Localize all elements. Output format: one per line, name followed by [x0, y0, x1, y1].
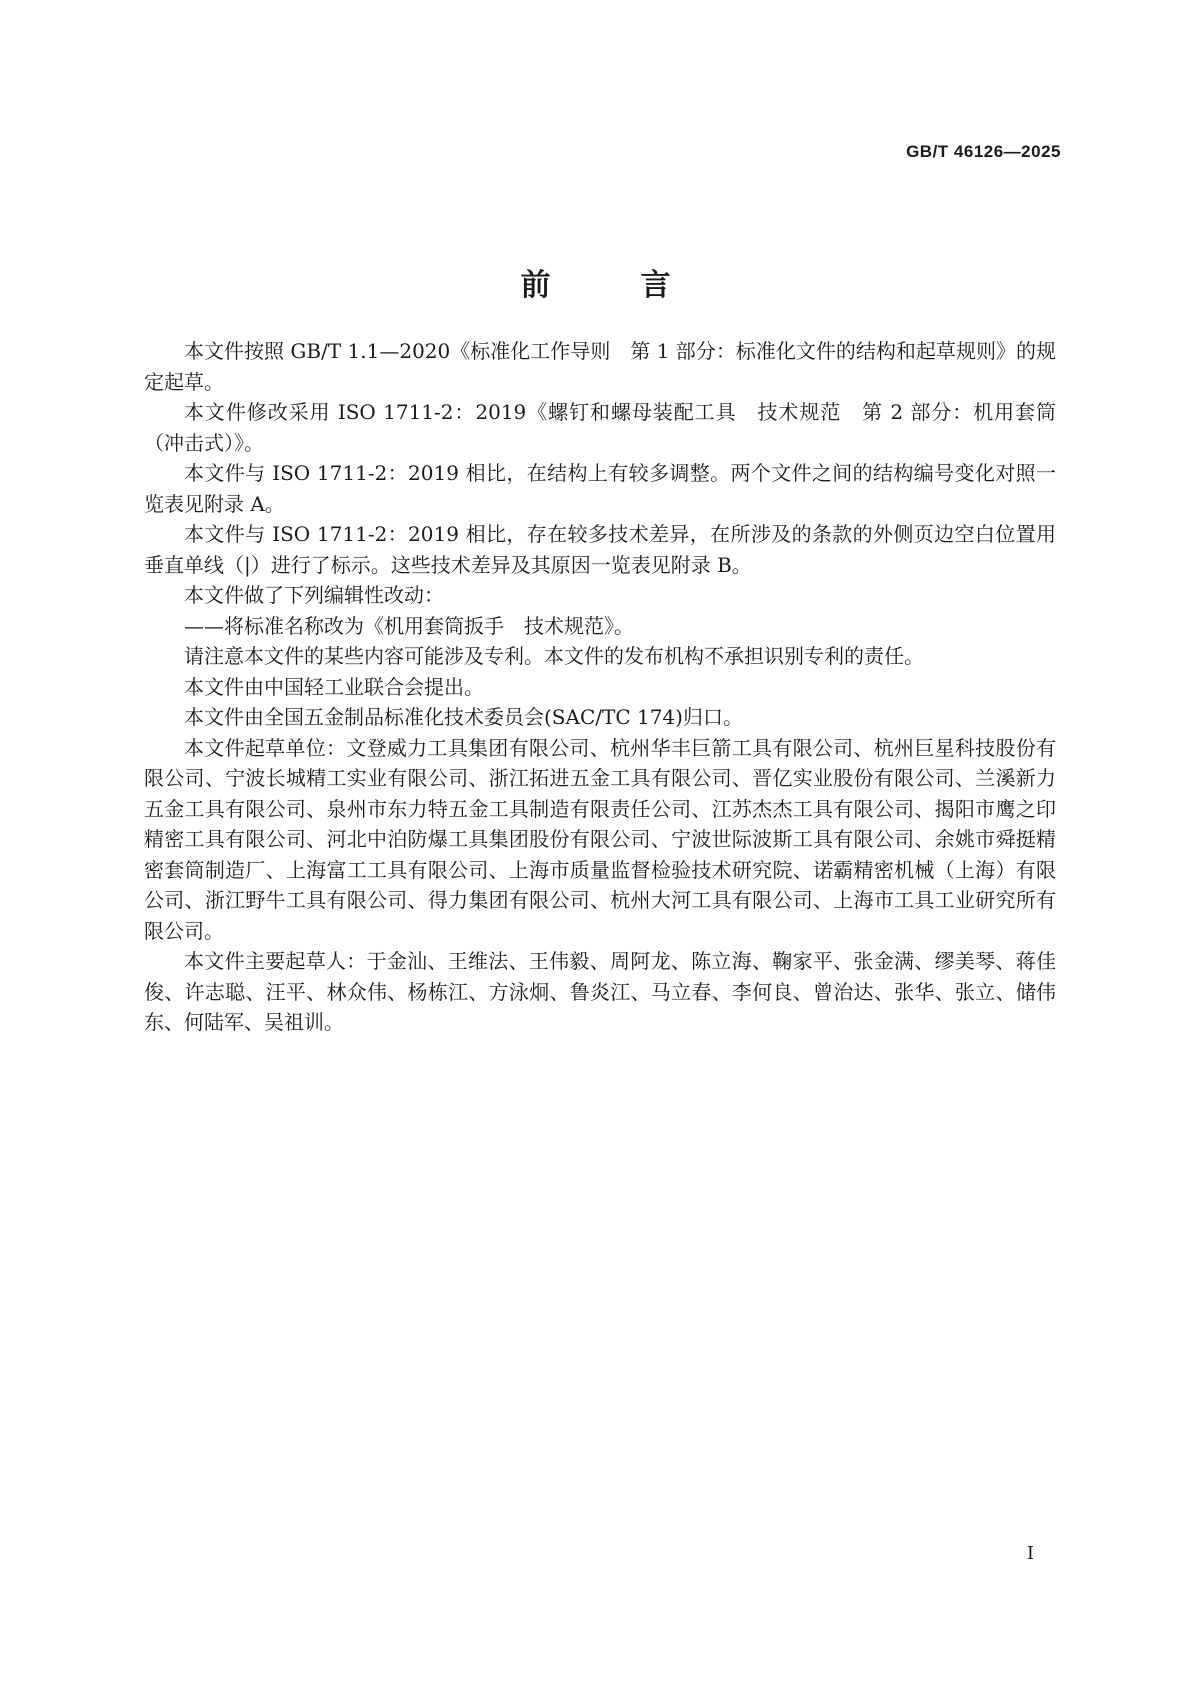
paragraph-committee: 本文件由全国五金制品标准化技术委员会(SAC/TC 174)归口。: [184, 705, 743, 729]
paragraph-adoption: 本文件修改采用 ISO 1711-2：2019《螺钉和螺母装配工具 技术规范 第 2 部分：机用套筒（冲击式）》。: [144, 400, 1056, 455]
page-title: 前 言: [520, 268, 701, 304]
paragraph-drafting-units: 本文件起草单位：文登威力工具集团有限公司、杭州华丰巨箭工具有限公司、杭州巨星科技股份有限公司、宁波长城精工实业有限公司、浙江拓进五金工具有限公司、晋亿实业股份有限公司、兰溪新力五金工具有限公司、泉州市东力特五金工具制造有限责任公司、江苏杰杰工具有限公司、揭阳市鹰之印精密工具有限公司、河北中泊防爆工具集团股份有限公司、宁波世际波斯工具有限公司、余姚市舜挺精密套筒制造厂、上海富工工具有限公司、上海市质量监督检验技术研究院、诺霸精密机械（上海）有限公司、浙江野牛工具有限公司、得力集团有限公司、杭州大河工具有限公司、上海市工具工业研究所有限公司。: [144, 735, 1056, 943]
document-code: GB/T 46126—2025: [906, 142, 1061, 161]
paragraph-technical-differences: 本文件与 ISO 1711-2：2019 相比，存在较多技术差异，在所涉及的条款的外侧页边空白位置用垂直单线（|）进行了标示。这些技术差异及其原因一览表见附录 B。: [144, 522, 1056, 577]
paragraph-proposer: 本文件由中国轻工业联合会提出。: [184, 674, 484, 699]
paragraph-patent-notice: 请注意本文件的某些内容可能涉及专利。本文件的发布机构不承担识别专利的责任。: [184, 644, 924, 668]
foreword-body: [144, 336, 1056, 1038]
page-number: I: [1026, 1543, 1034, 1564]
paragraph-drafting-rules: 本文件按照 GB/T 1.1—2020《标准化工作导则 第 1 部分：标准化文件的结构和起草规则》的规定起草。: [144, 339, 1056, 394]
paragraph-editorial-changes: 本文件做了下列编辑性改动：: [184, 583, 444, 607]
paragraph-name-change: ——将标准名称改为《机用套筒扳手 技术规范》。: [184, 613, 634, 638]
paragraph-drafters: 本文件主要起草人：于金汕、王维法、王伟毅、周阿龙、陈立海、鞠家平、张金满、缪美琴、蒋佳俊、许志聪、汪平、林众伟、杨栋江、方泳炯、鲁炎江、马立春、李何良、曾治达、张华、张立、储伟东、何陆军、吴祖训。: [144, 949, 1056, 1034]
paragraph-structure-changes: 本文件与 ISO 1711-2：2019 相比，在结构上有较多调整。两个文件之间的结构编号变化对照一览表见附录 A。: [144, 461, 1056, 516]
